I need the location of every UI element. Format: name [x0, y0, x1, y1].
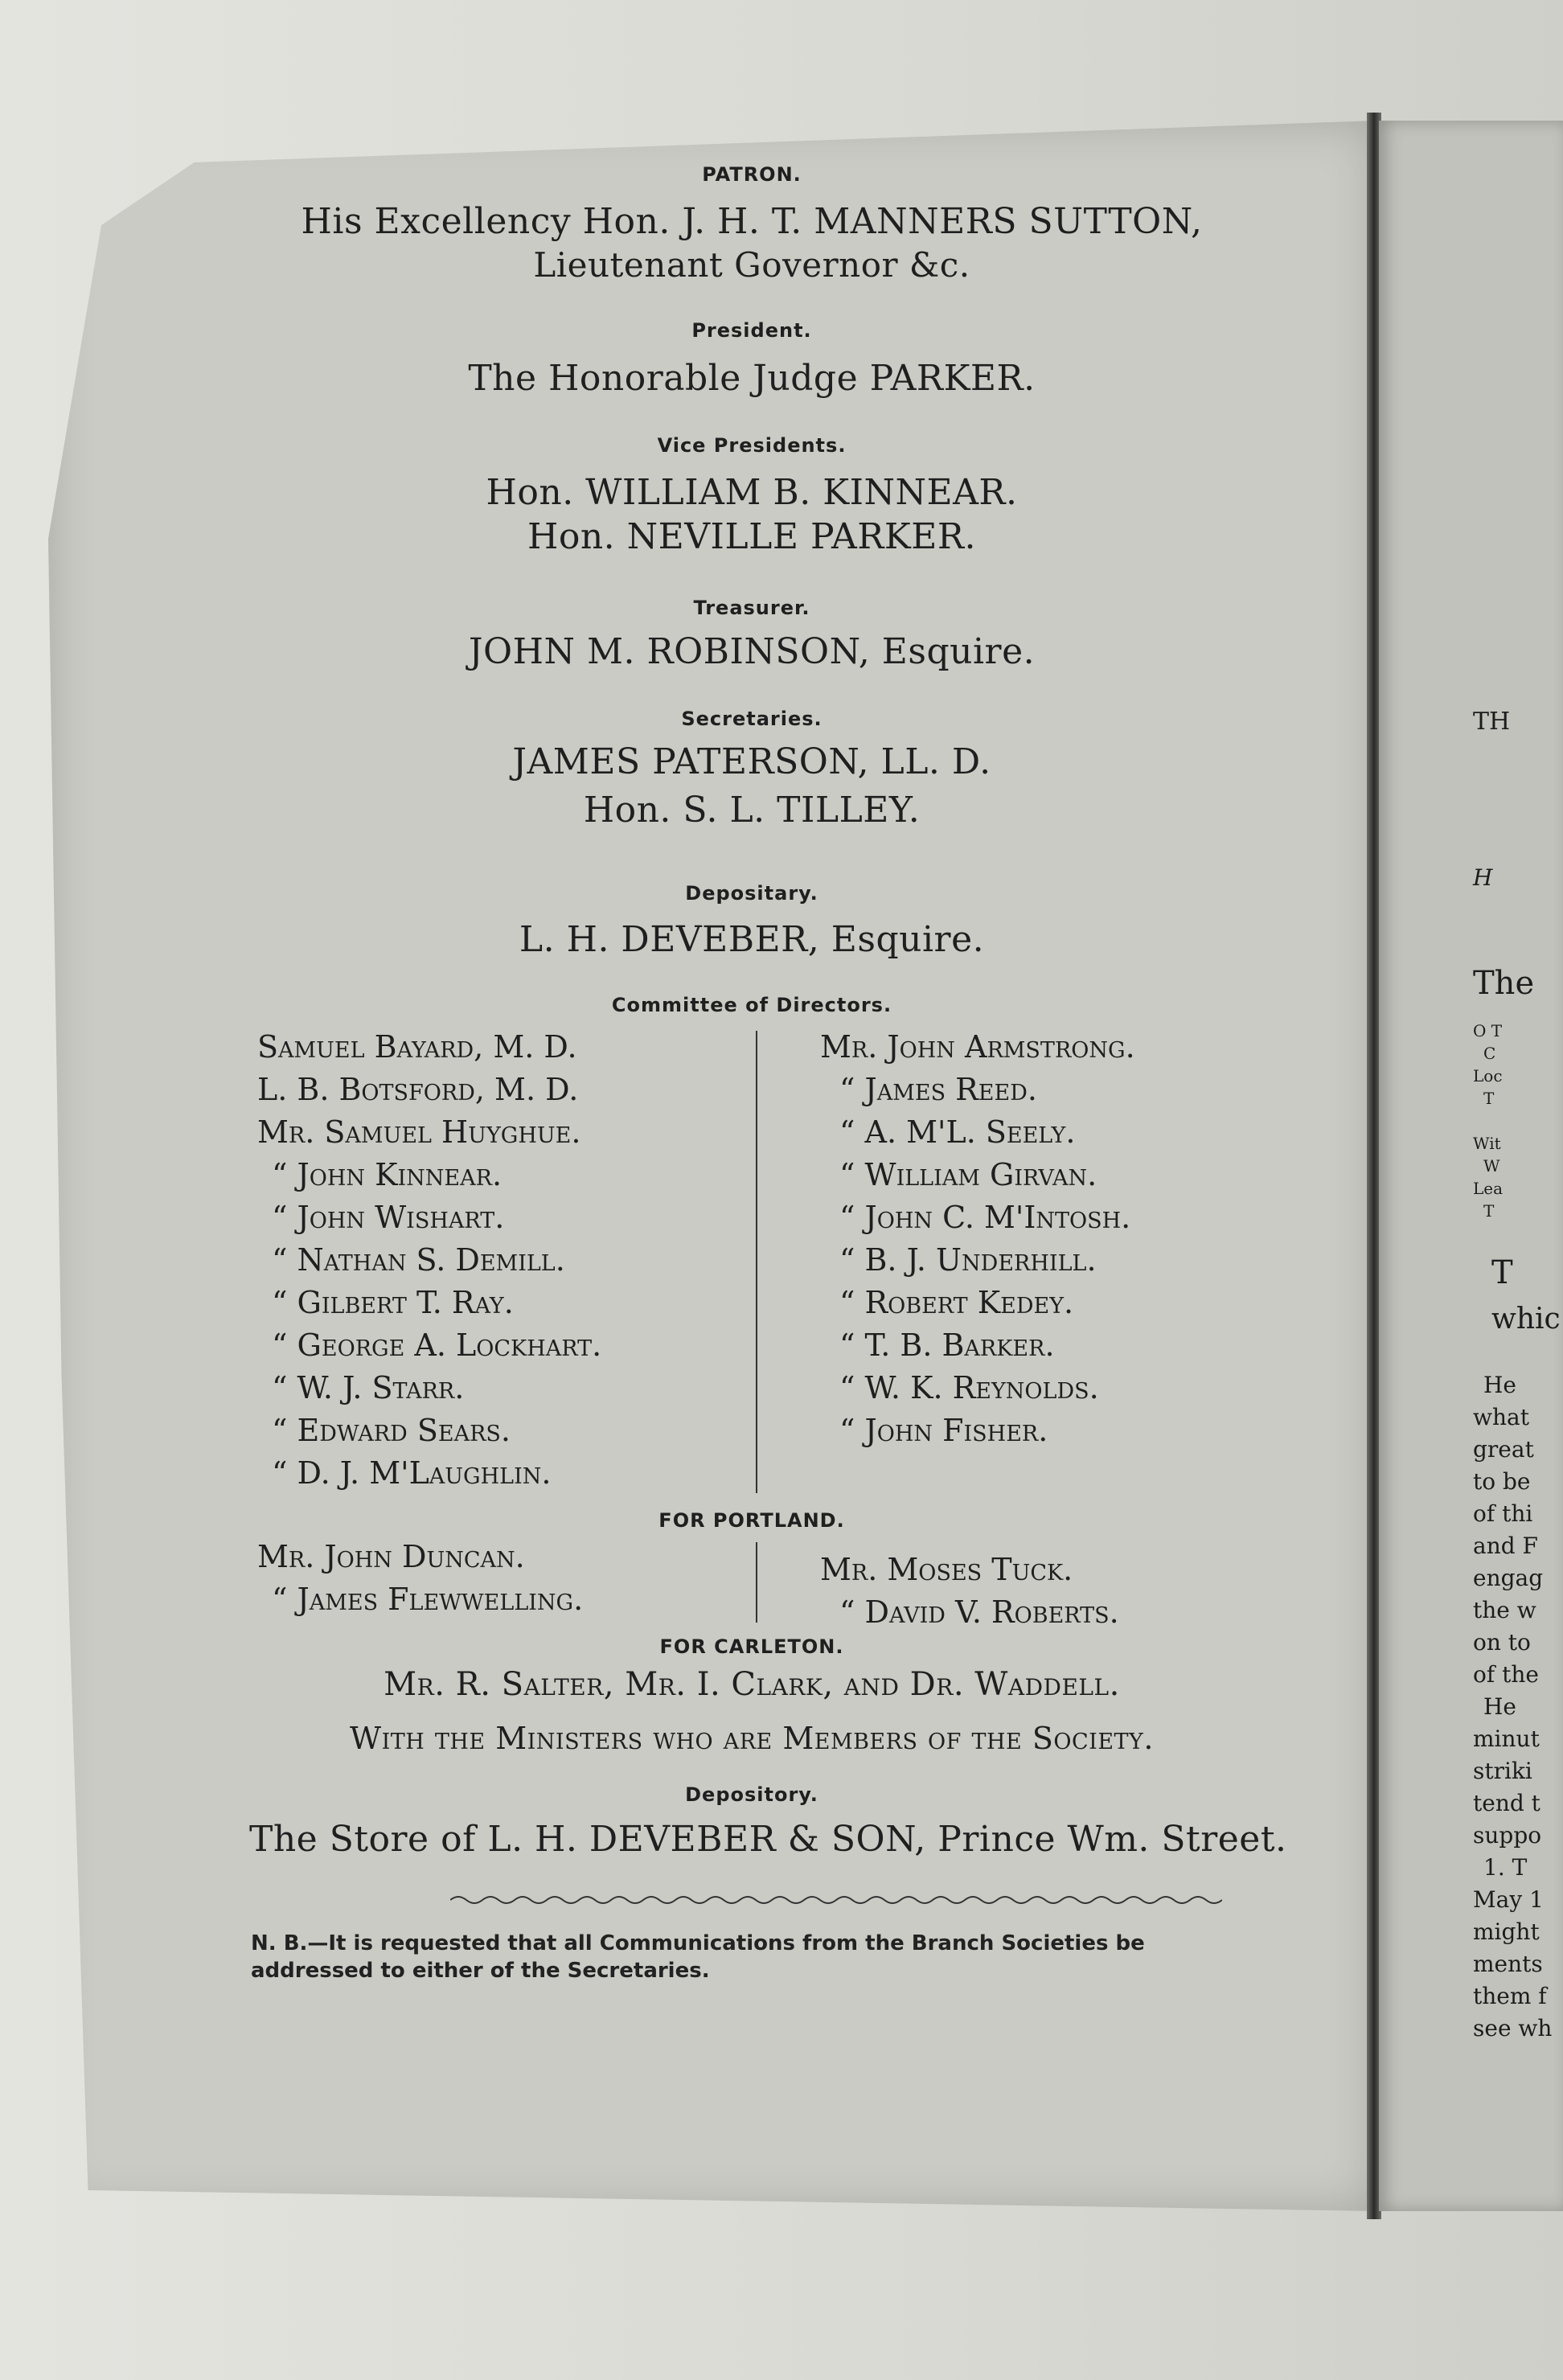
depository-heading: Depository.	[685, 1783, 818, 1806]
patron-title: Lieutenant Governor &c.	[533, 245, 970, 285]
depositary-heading: Depositary.	[685, 882, 818, 905]
vice-president-name: Hon. NEVILLE PARKER.	[527, 516, 977, 557]
footnote: N. B.—It is requested that all Communications from the Branch Societies be addressed to either of the Secretaries.	[251, 1931, 1145, 1983]
secretary-name: Hon. S. L. TILLEY.	[583, 790, 921, 831]
portland-member: Mr. John Duncan.	[257, 1539, 525, 1574]
committee-member: “ Robert Kedey.	[839, 1285, 1074, 1320]
ministers-line: With the Ministers who are Members of the Society.	[350, 1721, 1154, 1756]
committee-member: “ William Girvan.	[839, 1157, 1097, 1192]
right-fragment: tend t	[1473, 1790, 1540, 1816]
right-fragment: them f	[1473, 1983, 1547, 2009]
committee-member: Samuel Bayard, M. D.	[257, 1029, 577, 1065]
carleton-members: Mr. R. Salter, Mr. I. Clark, and Dr. Waddell.	[384, 1666, 1120, 1703]
right-fragment: He	[1483, 1693, 1516, 1720]
right-fragment: TH	[1473, 708, 1511, 736]
right-fragment: great	[1473, 1436, 1534, 1463]
right-fragment: Loc	[1473, 1066, 1503, 1085]
committee-member: Mr. Samuel Huyghue.	[257, 1114, 581, 1150]
right-fragment: ments	[1473, 1951, 1543, 1977]
committee-member: “ Nathan S. Demill.	[272, 1242, 565, 1278]
right-fragment: 1. T	[1483, 1854, 1528, 1881]
right-fragment: what	[1473, 1404, 1529, 1430]
right-fragment: suppo	[1473, 1822, 1542, 1849]
wavy-rule	[450, 1892, 1222, 1908]
right-fragment: might	[1473, 1918, 1540, 1945]
patron-name: His Excellency Hon. J. H. T. MANNERS SUTTON,	[301, 201, 1203, 242]
right-fragment: whic	[1491, 1303, 1561, 1336]
portland-member: “ James Flewwelling.	[272, 1582, 584, 1617]
portland-divider	[756, 1542, 757, 1623]
committee-member: “ W. K. Reynolds.	[839, 1370, 1099, 1405]
president-name: The Honorable Judge PARKER.	[468, 358, 1036, 399]
right-fragment: the w	[1473, 1597, 1536, 1623]
committee-member: “ W. J. Starr.	[272, 1370, 465, 1405]
right-fragment: of thi	[1473, 1500, 1533, 1527]
committee-member: “ George A. Lockhart.	[272, 1327, 602, 1363]
committee-member: “ John C. M'Intosh.	[839, 1200, 1131, 1235]
right-fragment: W	[1483, 1156, 1500, 1176]
committee-member: Mr. John Armstrong.	[820, 1029, 1135, 1065]
right-fragment: see wh	[1473, 2015, 1553, 2041]
secretaries-heading: Secretaries.	[681, 708, 823, 730]
right-fragment: O T	[1473, 1021, 1503, 1040]
right-fragment: of the	[1473, 1661, 1539, 1688]
right-fragment: striki	[1473, 1758, 1532, 1784]
committee-member: “ John Wishart.	[272, 1200, 505, 1235]
right-fragment: May 1	[1473, 1886, 1544, 1913]
portland-heading: FOR PORTLAND.	[658, 1509, 845, 1532]
committee-member: “ John Fisher.	[839, 1413, 1048, 1448]
committee-member: “ A. M'L. Seely.	[839, 1114, 1076, 1150]
right-fragment: to be	[1473, 1468, 1531, 1495]
right-fragment: He	[1483, 1372, 1516, 1398]
right-fragment: H	[1473, 864, 1493, 891]
right-fragment: T	[1483, 1089, 1495, 1108]
treasurer-name: JOHN M. ROBINSON, Esquire.	[468, 631, 1036, 672]
right-fragment: Lea	[1473, 1179, 1504, 1198]
right-fragment: and F	[1473, 1533, 1538, 1559]
carleton-heading: FOR CARLETON.	[659, 1635, 844, 1658]
committee-member: “ John Kinnear.	[272, 1157, 503, 1192]
depository-address: The Store of L. H. DEVEBER & SON, Prince Wm. Street.	[249, 1819, 1287, 1860]
committee-member: L. B. Botsford, M. D.	[257, 1072, 579, 1107]
committee-member: “ Gilbert T. Ray.	[272, 1285, 514, 1320]
committee-right-column	[820, 1026, 1270, 1452]
committee-divider	[756, 1031, 757, 1493]
committee-member: “ Edward Sears.	[272, 1413, 511, 1448]
president-heading: President.	[691, 319, 812, 342]
portland-left-column	[257, 1536, 740, 1621]
depositary-name: L. H. DEVEBER, Esquire.	[519, 919, 985, 960]
right-fragment: The	[1473, 965, 1535, 1002]
committee-member: “ T. B. Barker.	[839, 1327, 1055, 1363]
vice-president-name: Hon. WILLIAM B. KINNEAR.	[486, 472, 1018, 513]
committee-member: “ B. J. Underhill.	[839, 1242, 1097, 1278]
committee-left-column	[257, 1026, 740, 1495]
right-fragment: T	[1483, 1201, 1495, 1221]
portland-member: Mr. Moses Tuck.	[820, 1552, 1073, 1587]
treasurer-heading: Treasurer.	[693, 597, 810, 619]
portland-member: “ David V. Roberts.	[839, 1594, 1119, 1630]
right-fragment: engag	[1473, 1565, 1544, 1591]
patron-heading: PATRON.	[702, 163, 802, 186]
vice-presidents-heading: Vice Presidents.	[657, 434, 847, 457]
committee-heading: Committee of Directors.	[611, 994, 892, 1016]
right-fragment: T	[1491, 1254, 1513, 1291]
committee-member: “ James Reed.	[839, 1072, 1037, 1107]
right-fragment: on to	[1473, 1629, 1531, 1656]
right-fragment: minut	[1473, 1726, 1540, 1752]
committee-member: “ D. J. M'Laughlin.	[272, 1455, 552, 1491]
secretary-name: JAMES PATERSON, LL. D.	[512, 741, 991, 782]
right-fragment: C	[1483, 1044, 1496, 1063]
right-fragment: Wit	[1473, 1134, 1501, 1153]
portland-right-column	[820, 1549, 1270, 1634]
